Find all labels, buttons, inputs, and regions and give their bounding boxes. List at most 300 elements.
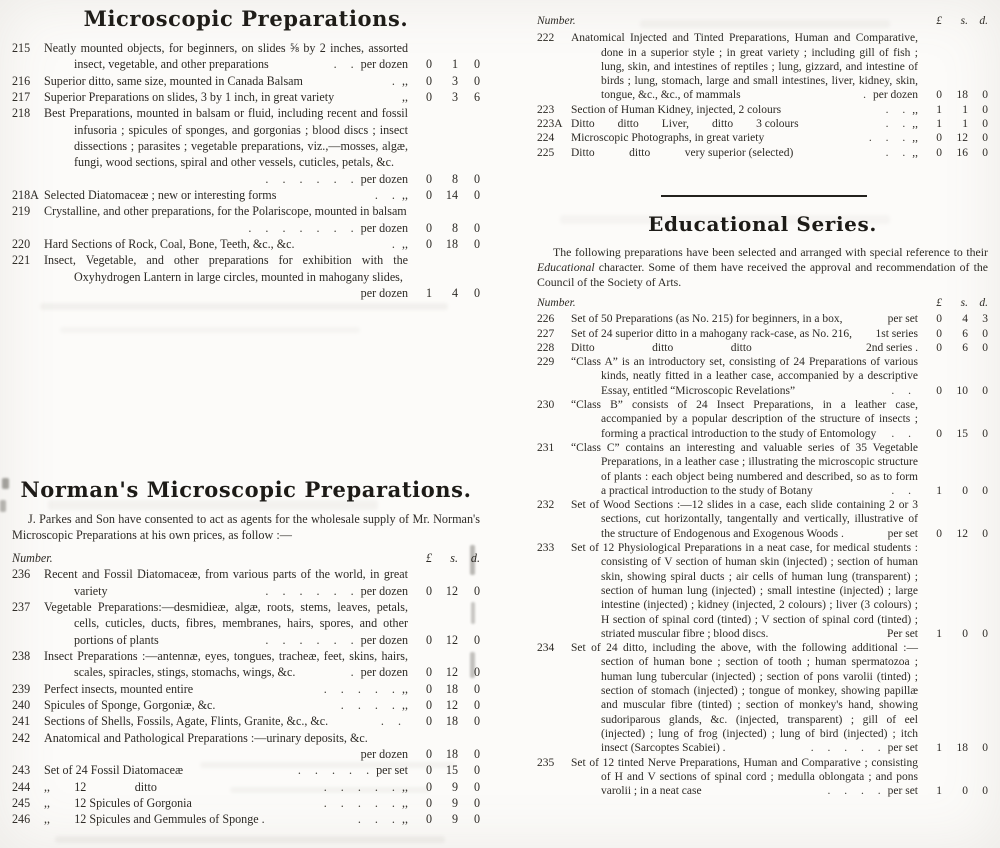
price-pounds: 0 bbox=[425, 665, 432, 680]
item-list-norman bbox=[12, 566, 480, 828]
item-number: 237 bbox=[12, 599, 31, 614]
price-pence: 0 bbox=[473, 714, 480, 729]
dot-leader: . . bbox=[891, 484, 911, 497]
item-text: Insect, Vegetable, and other preparations for exhibition with the Oxyhydrogen Lantern in large circles, mounted in mahogany slides, bbox=[44, 253, 408, 284]
item-text: “Class C” contains an interesting and valuable series of 35 Vegetable Preparations, in a leather case ; illustrating the microscopic structure of plants : each object being numbered and described, so as to form a practical introduction to the study of Botany bbox=[571, 441, 918, 497]
item-description bbox=[571, 117, 918, 131]
price-pounds: 0 bbox=[936, 341, 942, 354]
item-number: 238 bbox=[12, 648, 31, 663]
item-number: 230 bbox=[537, 399, 555, 412]
item-description bbox=[571, 441, 918, 498]
price-shillings: 18 bbox=[445, 681, 458, 696]
item-description bbox=[44, 697, 408, 713]
item-tail bbox=[367, 187, 408, 203]
item-unit: per dozen bbox=[360, 746, 408, 761]
item-unit: 1st series bbox=[875, 327, 918, 340]
price-pence: 0 bbox=[982, 427, 988, 440]
price-pounds: 0 bbox=[936, 527, 942, 540]
price-pounds: 1 bbox=[936, 103, 942, 116]
item-number: 220 bbox=[12, 237, 31, 252]
dot-leader: . . bbox=[333, 57, 354, 72]
item-unit: per dozen bbox=[360, 171, 408, 186]
item-tail bbox=[316, 795, 408, 811]
price-pounds: 0 bbox=[425, 714, 432, 729]
pence-column-label: d. bbox=[979, 297, 988, 309]
norman-intro-paragraph: J. Parkes and Son have consented to act as agents for the wholesale supply of Mr. Norman's Microscopic Preparations at his own prices, as follow :— bbox=[12, 512, 480, 543]
catalog-item-217 bbox=[12, 89, 480, 105]
price-pence: 0 bbox=[473, 286, 480, 301]
pence-column-label: d. bbox=[470, 550, 480, 565]
price-pounds: 0 bbox=[425, 812, 432, 827]
intro-text: The following preparations have been selected and arranged with special reference to their bbox=[553, 245, 988, 259]
item-number: 242 bbox=[12, 730, 31, 745]
price-shillings: 12 bbox=[445, 583, 458, 598]
catalog-item-225 bbox=[537, 146, 988, 160]
price-shillings: 1 bbox=[451, 57, 458, 72]
item-description bbox=[44, 762, 408, 778]
dot-leader: . . bbox=[891, 384, 911, 397]
item-tail bbox=[316, 779, 408, 795]
item-tail bbox=[396, 89, 408, 105]
price-shillings: 18 bbox=[445, 746, 458, 761]
item-list-educational bbox=[537, 312, 988, 798]
item-number: 227 bbox=[537, 327, 555, 340]
price-pounds: 0 bbox=[936, 146, 942, 159]
price-pence: 0 bbox=[473, 795, 480, 810]
item-text: ,, 12 Spicules and Gemmules of Sponge . bbox=[44, 812, 265, 827]
catalog-item-220 bbox=[12, 236, 480, 252]
catalog-item-223 bbox=[537, 103, 988, 117]
bleedthrough-smudge bbox=[40, 303, 448, 310]
price-pence: 0 bbox=[982, 132, 988, 145]
item-description bbox=[44, 203, 408, 236]
item-text: Ditto ditto ditto bbox=[571, 341, 752, 354]
item-text: Superior Preparations on slides, 3 by 1 inch, in great variety bbox=[44, 90, 335, 105]
pounds-column-label: £ bbox=[936, 297, 942, 309]
item-description bbox=[44, 811, 408, 827]
catalog-item-223A bbox=[537, 117, 988, 131]
item-text: ,, 12 Spicules of Gorgonia bbox=[44, 795, 192, 810]
item-tail bbox=[860, 341, 918, 355]
item-number: 225 bbox=[537, 146, 555, 159]
dot-leader: . . . . . bbox=[810, 742, 881, 755]
price-shillings: 0 bbox=[962, 785, 968, 798]
item-tail bbox=[384, 73, 408, 89]
price-pence: 0 bbox=[473, 220, 480, 235]
price-pence: 0 bbox=[473, 746, 480, 761]
price-pounds: 1 bbox=[936, 484, 942, 497]
price-shillings: 3 bbox=[451, 73, 458, 88]
item-number: 223A bbox=[537, 118, 563, 131]
item-number: 217 bbox=[12, 90, 31, 105]
section-norman-preparations bbox=[12, 477, 480, 828]
dot-leader: . . . . . bbox=[323, 681, 395, 696]
dot-leader: . . . . . bbox=[297, 763, 370, 778]
item-text: Microscopic Photographs, in great variety bbox=[571, 132, 765, 145]
catalog-item-224 bbox=[537, 131, 988, 145]
item-tail bbox=[350, 811, 408, 827]
section-divider-rule bbox=[661, 195, 867, 197]
price-table-header bbox=[537, 14, 988, 28]
item-tail bbox=[878, 117, 918, 131]
price-shillings: 1 bbox=[962, 118, 968, 131]
item-tail bbox=[883, 384, 918, 398]
item-unit: per set bbox=[376, 763, 408, 778]
price-shillings: 1 bbox=[962, 103, 968, 116]
item-tail bbox=[878, 146, 918, 160]
item-text: Neatly mounted objects, for beginners, on slides ⅝ by 2 inches, assorted insect, vegetable, and other preparations bbox=[44, 41, 408, 72]
scan-gutter-mark bbox=[0, 500, 6, 512]
dot-leader: . . . bbox=[357, 812, 395, 827]
price-shillings: 4 bbox=[451, 286, 458, 301]
catalog-item-239 bbox=[12, 681, 480, 697]
price-pounds: 0 bbox=[936, 313, 942, 326]
catalog-item-229 bbox=[537, 355, 988, 398]
price-pence: 0 bbox=[473, 697, 480, 712]
price-table-header bbox=[12, 550, 480, 566]
item-number: 231 bbox=[537, 441, 555, 454]
dot-leader: . . . . bbox=[340, 697, 395, 712]
item-description bbox=[44, 730, 408, 763]
educational-intro-paragraph bbox=[537, 245, 988, 290]
price-shillings: 9 bbox=[451, 779, 458, 794]
dot-leader: . . . bbox=[868, 132, 906, 145]
price-pence: 0 bbox=[982, 484, 988, 497]
dot-leader: . . . . bbox=[827, 785, 881, 798]
item-unit: ,, bbox=[401, 73, 408, 88]
item-text: Selected Diatomaceæ ; new or interesting forms bbox=[44, 188, 277, 203]
item-tail bbox=[74, 746, 408, 762]
item-text: Crystalline, and other preparations, for the Polariscope, mounted in balsam bbox=[44, 204, 407, 219]
price-pence: 0 bbox=[982, 527, 988, 540]
item-tail bbox=[240, 220, 408, 236]
catalog-item-226 bbox=[537, 312, 988, 326]
price-pounds: 0 bbox=[425, 681, 432, 696]
item-list-microscopic bbox=[12, 40, 480, 302]
item-description bbox=[44, 236, 408, 252]
scan-gutter-mark bbox=[2, 478, 9, 489]
item-tail bbox=[855, 88, 918, 102]
price-shillings: 6 bbox=[962, 327, 968, 340]
item-number: 219 bbox=[12, 204, 31, 219]
catalog-item-246 bbox=[12, 811, 480, 827]
item-tail bbox=[882, 312, 918, 326]
dot-leader: . . bbox=[374, 188, 395, 203]
price-pounds: 0 bbox=[936, 132, 942, 145]
price-shillings: 8 bbox=[451, 220, 458, 235]
price-pence: 0 bbox=[982, 103, 988, 116]
price-pounds: 0 bbox=[936, 327, 942, 340]
price-shillings: 15 bbox=[445, 763, 458, 778]
catalog-item-233 bbox=[537, 541, 988, 641]
price-shillings: 0 bbox=[962, 484, 968, 497]
item-tail bbox=[257, 583, 408, 599]
price-pence: 6 bbox=[473, 90, 480, 105]
price-pence: 0 bbox=[982, 118, 988, 131]
pounds-column-label: £ bbox=[936, 15, 942, 27]
item-number: 236 bbox=[12, 567, 31, 582]
item-number: 235 bbox=[537, 756, 555, 769]
item-description bbox=[571, 398, 918, 441]
item-description bbox=[44, 779, 408, 795]
item-text: Ditto ditto very superior (selected) bbox=[571, 146, 794, 159]
section-title-microscopic-preparations: Microscopic Preparations. bbox=[83, 6, 409, 31]
section-title-educational-series: Educational Series. bbox=[648, 212, 877, 236]
price-pence: 0 bbox=[473, 57, 480, 72]
item-text: Vegetable Preparations:—desmidieæ, algæ, roots, stems, leaves, petals, cells, cuticles, ducts, fibres, membranes, hairs, spores, and other portions of plants bbox=[44, 599, 408, 647]
item-unit: ,, bbox=[401, 779, 408, 794]
shillings-column-label: s. bbox=[450, 550, 458, 565]
item-number: 232 bbox=[537, 499, 555, 512]
item-text: Hard Sections of Rock, Coal, Bone, Teeth, &c., &c. bbox=[44, 237, 295, 252]
item-unit: per set bbox=[887, 313, 918, 326]
item-unit: per dozen bbox=[360, 665, 408, 680]
item-list-anatomical bbox=[537, 31, 988, 160]
catalog-item-221 bbox=[12, 252, 480, 301]
catalog-item-231 bbox=[537, 441, 988, 498]
price-shillings: 9 bbox=[451, 812, 458, 827]
item-unit: ,, bbox=[401, 188, 408, 203]
item-unit: ,, bbox=[401, 90, 408, 105]
item-tail bbox=[882, 527, 918, 541]
item-number: 221 bbox=[12, 253, 31, 268]
item-unit: ,, bbox=[401, 697, 408, 712]
catalog-item-228 bbox=[537, 341, 988, 355]
price-pounds: 1 bbox=[936, 118, 942, 131]
item-unit: per dozen bbox=[360, 57, 408, 72]
item-number: 240 bbox=[12, 697, 31, 712]
item-description bbox=[571, 327, 918, 341]
item-unit: ,, bbox=[401, 681, 408, 696]
price-pounds: 0 bbox=[425, 697, 432, 712]
item-text: “Class A” is an introductory set, consisting of 24 Preparations of various kinds, neatly fitted in a leather case, accompanied by a descriptive Essay, entitled “Microscopic Revelations” bbox=[571, 356, 918, 397]
item-number: 244 bbox=[12, 779, 31, 794]
shillings-column-label: s. bbox=[960, 15, 968, 27]
item-number: 226 bbox=[537, 313, 555, 326]
price-pence: 0 bbox=[473, 73, 480, 88]
item-unit: per set bbox=[887, 785, 918, 798]
item-unit: ,, bbox=[912, 132, 918, 145]
price-pounds: 0 bbox=[425, 763, 432, 778]
dot-leader: . . . . . . bbox=[265, 632, 354, 647]
price-pence: 0 bbox=[473, 681, 480, 696]
item-text: Set of 24 superior ditto in a mahogany rack-case, as No. 216, bbox=[571, 327, 853, 340]
number-column-label: Number. bbox=[537, 15, 576, 27]
price-shillings: 8 bbox=[451, 171, 458, 186]
item-text: Sections of Shells, Fossils, Agate, Flints, Granite, &c., &c. bbox=[44, 714, 329, 729]
item-description bbox=[571, 103, 918, 117]
item-text: Spicules of Sponge, Gorgoniæ, &c. bbox=[44, 697, 216, 712]
item-description bbox=[571, 341, 918, 355]
price-pounds: 0 bbox=[936, 384, 942, 397]
dot-leader: . . . . . bbox=[323, 779, 395, 794]
item-text: Set of Wood Sections :—12 slides in a case, each slide containing 2 or 3 sections, cut horizontally, tangentally and vertically, illustrative of the structure of Endogenous and Exogenous Woods . bbox=[571, 499, 918, 540]
pence-column-label: d. bbox=[979, 15, 988, 27]
price-table-header bbox=[537, 296, 988, 310]
price-shillings: 12 bbox=[445, 665, 458, 680]
item-unit: per dozen bbox=[360, 583, 408, 598]
price-shillings: 12 bbox=[445, 697, 458, 712]
item-unit: per dozen bbox=[360, 220, 408, 235]
item-unit: per set bbox=[887, 527, 918, 540]
price-pence: 0 bbox=[982, 742, 988, 755]
price-pence: 0 bbox=[473, 665, 480, 680]
item-tail bbox=[803, 741, 918, 755]
item-description bbox=[44, 599, 408, 648]
item-text: ,, 12 ditto bbox=[44, 779, 157, 794]
item-tail bbox=[820, 784, 918, 798]
item-text: Set of 50 Preparations (as No. 215) for beginners, in a box, bbox=[571, 313, 843, 326]
item-text: Anatomical Injected and Tinted Preparations, Human and Comparative, done in a superior style ; in great variety ; including gill of fish ; lung, skin, and intestines of reptiles ; lung, gizzard, and intestine of birds ; lung, stomach, large and small intestines, liver, kidney, skin, tongue, &c., &c., of mammals bbox=[571, 32, 918, 102]
catalog-item-218 bbox=[12, 105, 480, 187]
item-description bbox=[44, 187, 408, 203]
item-tail bbox=[384, 236, 408, 252]
price-shillings: 9 bbox=[451, 795, 458, 810]
item-unit: per set bbox=[887, 742, 918, 755]
item-number: 241 bbox=[12, 714, 31, 729]
price-pence: 0 bbox=[982, 327, 988, 340]
item-description bbox=[44, 681, 408, 697]
item-unit: per dozen bbox=[360, 632, 408, 647]
price-pence: 0 bbox=[982, 341, 988, 354]
price-shillings: 18 bbox=[445, 237, 458, 252]
catalog-item-240 bbox=[12, 697, 480, 713]
item-tail bbox=[74, 285, 408, 301]
catalog-item-218A bbox=[12, 187, 480, 203]
item-number: 239 bbox=[12, 681, 31, 696]
catalog-item-219 bbox=[12, 203, 480, 236]
item-number: 229 bbox=[537, 356, 555, 369]
item-text: Perfect insects, mounted entire bbox=[44, 681, 194, 696]
price-pence: 3 bbox=[982, 313, 988, 326]
intro-text: character. Some of them have received the approval and recommendation of the Council of the Society of Arts. bbox=[537, 260, 988, 289]
item-description bbox=[571, 355, 918, 398]
price-shillings: 0 bbox=[962, 627, 968, 640]
price-pounds: 0 bbox=[425, 795, 432, 810]
price-pounds: 1 bbox=[936, 627, 942, 640]
catalog-item-234 bbox=[537, 641, 988, 755]
item-number: 245 bbox=[12, 795, 31, 810]
price-pounds: 0 bbox=[425, 90, 432, 105]
bleedthrough-smudge bbox=[55, 836, 445, 843]
item-unit: 2nd series . bbox=[865, 341, 918, 354]
catalog-item-244 bbox=[12, 779, 480, 795]
intro-text-italic: Educational bbox=[537, 260, 595, 274]
item-tail bbox=[333, 697, 408, 713]
item-description bbox=[44, 40, 408, 73]
item-description bbox=[571, 131, 918, 145]
price-pounds: 0 bbox=[425, 171, 432, 186]
price-shillings: 15 bbox=[956, 427, 968, 440]
price-pounds: 0 bbox=[425, 57, 432, 72]
price-shillings: 18 bbox=[956, 742, 968, 755]
item-tail bbox=[326, 56, 408, 72]
item-text: Set of 12 tinted Nerve Preparations, Human and Comparative ; consisting of H and V sections of spinal cord ; medulla oblongata ; and pons varolii ; in a neat case bbox=[571, 756, 918, 798]
price-pounds: 0 bbox=[425, 73, 432, 88]
catalog-item-238 bbox=[12, 648, 480, 681]
item-number: 223 bbox=[537, 103, 555, 116]
item-tail bbox=[290, 762, 408, 778]
item-number: 218 bbox=[12, 106, 31, 121]
price-shillings: 3 bbox=[451, 90, 458, 105]
catalog-item-241 bbox=[12, 713, 480, 729]
item-text: Ditto ditto Liver, ditto 3 colours bbox=[571, 118, 799, 131]
pounds-column-label: £ bbox=[425, 550, 432, 565]
price-pence: 0 bbox=[982, 627, 988, 640]
item-description bbox=[571, 31, 918, 102]
item-number: 243 bbox=[12, 763, 31, 778]
dot-leader: . . . . . . bbox=[265, 583, 354, 598]
section-educational-series bbox=[537, 212, 988, 798]
price-pence: 0 bbox=[982, 384, 988, 397]
item-unit: ,, bbox=[401, 795, 408, 810]
item-description bbox=[44, 252, 408, 301]
shillings-column-label: s. bbox=[960, 297, 968, 309]
price-pence: 0 bbox=[473, 812, 480, 827]
item-tail bbox=[883, 484, 918, 498]
item-tail bbox=[257, 632, 408, 648]
catalog-item-236 bbox=[12, 566, 480, 599]
price-shillings: 18 bbox=[956, 89, 968, 102]
item-number: 216 bbox=[12, 73, 31, 88]
item-text: Insect Preparations :—antennæ, eyes, tongues, tracheæ, feet, skins, hairs, scales, spiracles, stings, stomachs, wings, &c. bbox=[44, 648, 408, 680]
price-pounds: 0 bbox=[425, 237, 432, 252]
bleedthrough-smudge bbox=[60, 327, 360, 333]
item-description bbox=[571, 498, 918, 541]
item-tail bbox=[878, 103, 918, 117]
dot-leader: . . bbox=[891, 427, 911, 440]
price-pounds: 1 bbox=[425, 286, 432, 301]
item-description bbox=[44, 795, 408, 811]
price-pounds: 1 bbox=[936, 785, 942, 798]
price-shillings: 16 bbox=[956, 146, 968, 159]
catalog-item-216 bbox=[12, 73, 480, 89]
dot-leader: . bbox=[391, 73, 395, 88]
dot-leader: . . . . . bbox=[323, 795, 395, 810]
dot-leader: . bbox=[391, 237, 395, 252]
item-number: 228 bbox=[537, 341, 555, 354]
price-pence: 0 bbox=[473, 583, 480, 598]
price-pence: 0 bbox=[473, 171, 480, 186]
item-tail bbox=[257, 171, 408, 187]
price-shillings: 14 bbox=[445, 188, 458, 203]
item-description bbox=[44, 566, 408, 599]
price-pence: 0 bbox=[473, 779, 480, 794]
item-unit: ,, bbox=[401, 812, 408, 827]
price-shillings: 12 bbox=[445, 632, 458, 647]
item-unit: ,, bbox=[912, 103, 918, 116]
item-text: Set of 12 Physiological Preparations in a neat case, for medical students : consisting of V section of human skin (injected) ; section of human skin, showing spiral ducts ; air cells of human lung (transparent) ; section of human lung (injected) ; small intestine (injected) ; large intestine (injected) ; kidney (injected, 2 colours) ; liver (3 colours) ; H section of spinal cord (tinted) ; V section of spinal cord (tinted) ; striated muscular fibre ; blood discs. bbox=[571, 542, 918, 640]
item-description bbox=[44, 648, 408, 681]
item-text: Superior ditto, same size, mounted in Canada Balsam bbox=[44, 73, 303, 88]
item-tail bbox=[861, 131, 918, 145]
price-pounds: 0 bbox=[425, 746, 432, 761]
price-shillings: 4 bbox=[962, 313, 968, 326]
catalog-item-237 bbox=[12, 599, 480, 648]
price-pounds: 0 bbox=[425, 632, 432, 647]
item-number: 233 bbox=[537, 542, 555, 555]
dot-leader: . bbox=[350, 665, 354, 680]
price-pounds: 0 bbox=[425, 583, 432, 598]
catalog-item-232 bbox=[537, 498, 988, 541]
price-pence: 0 bbox=[982, 146, 988, 159]
price-pounds: 1 bbox=[936, 742, 942, 755]
item-number: 234 bbox=[537, 642, 555, 655]
price-pence: 0 bbox=[473, 188, 480, 203]
item-unit: per dozen bbox=[360, 286, 408, 301]
price-pounds: 0 bbox=[936, 427, 942, 440]
price-shillings: 10 bbox=[956, 384, 968, 397]
